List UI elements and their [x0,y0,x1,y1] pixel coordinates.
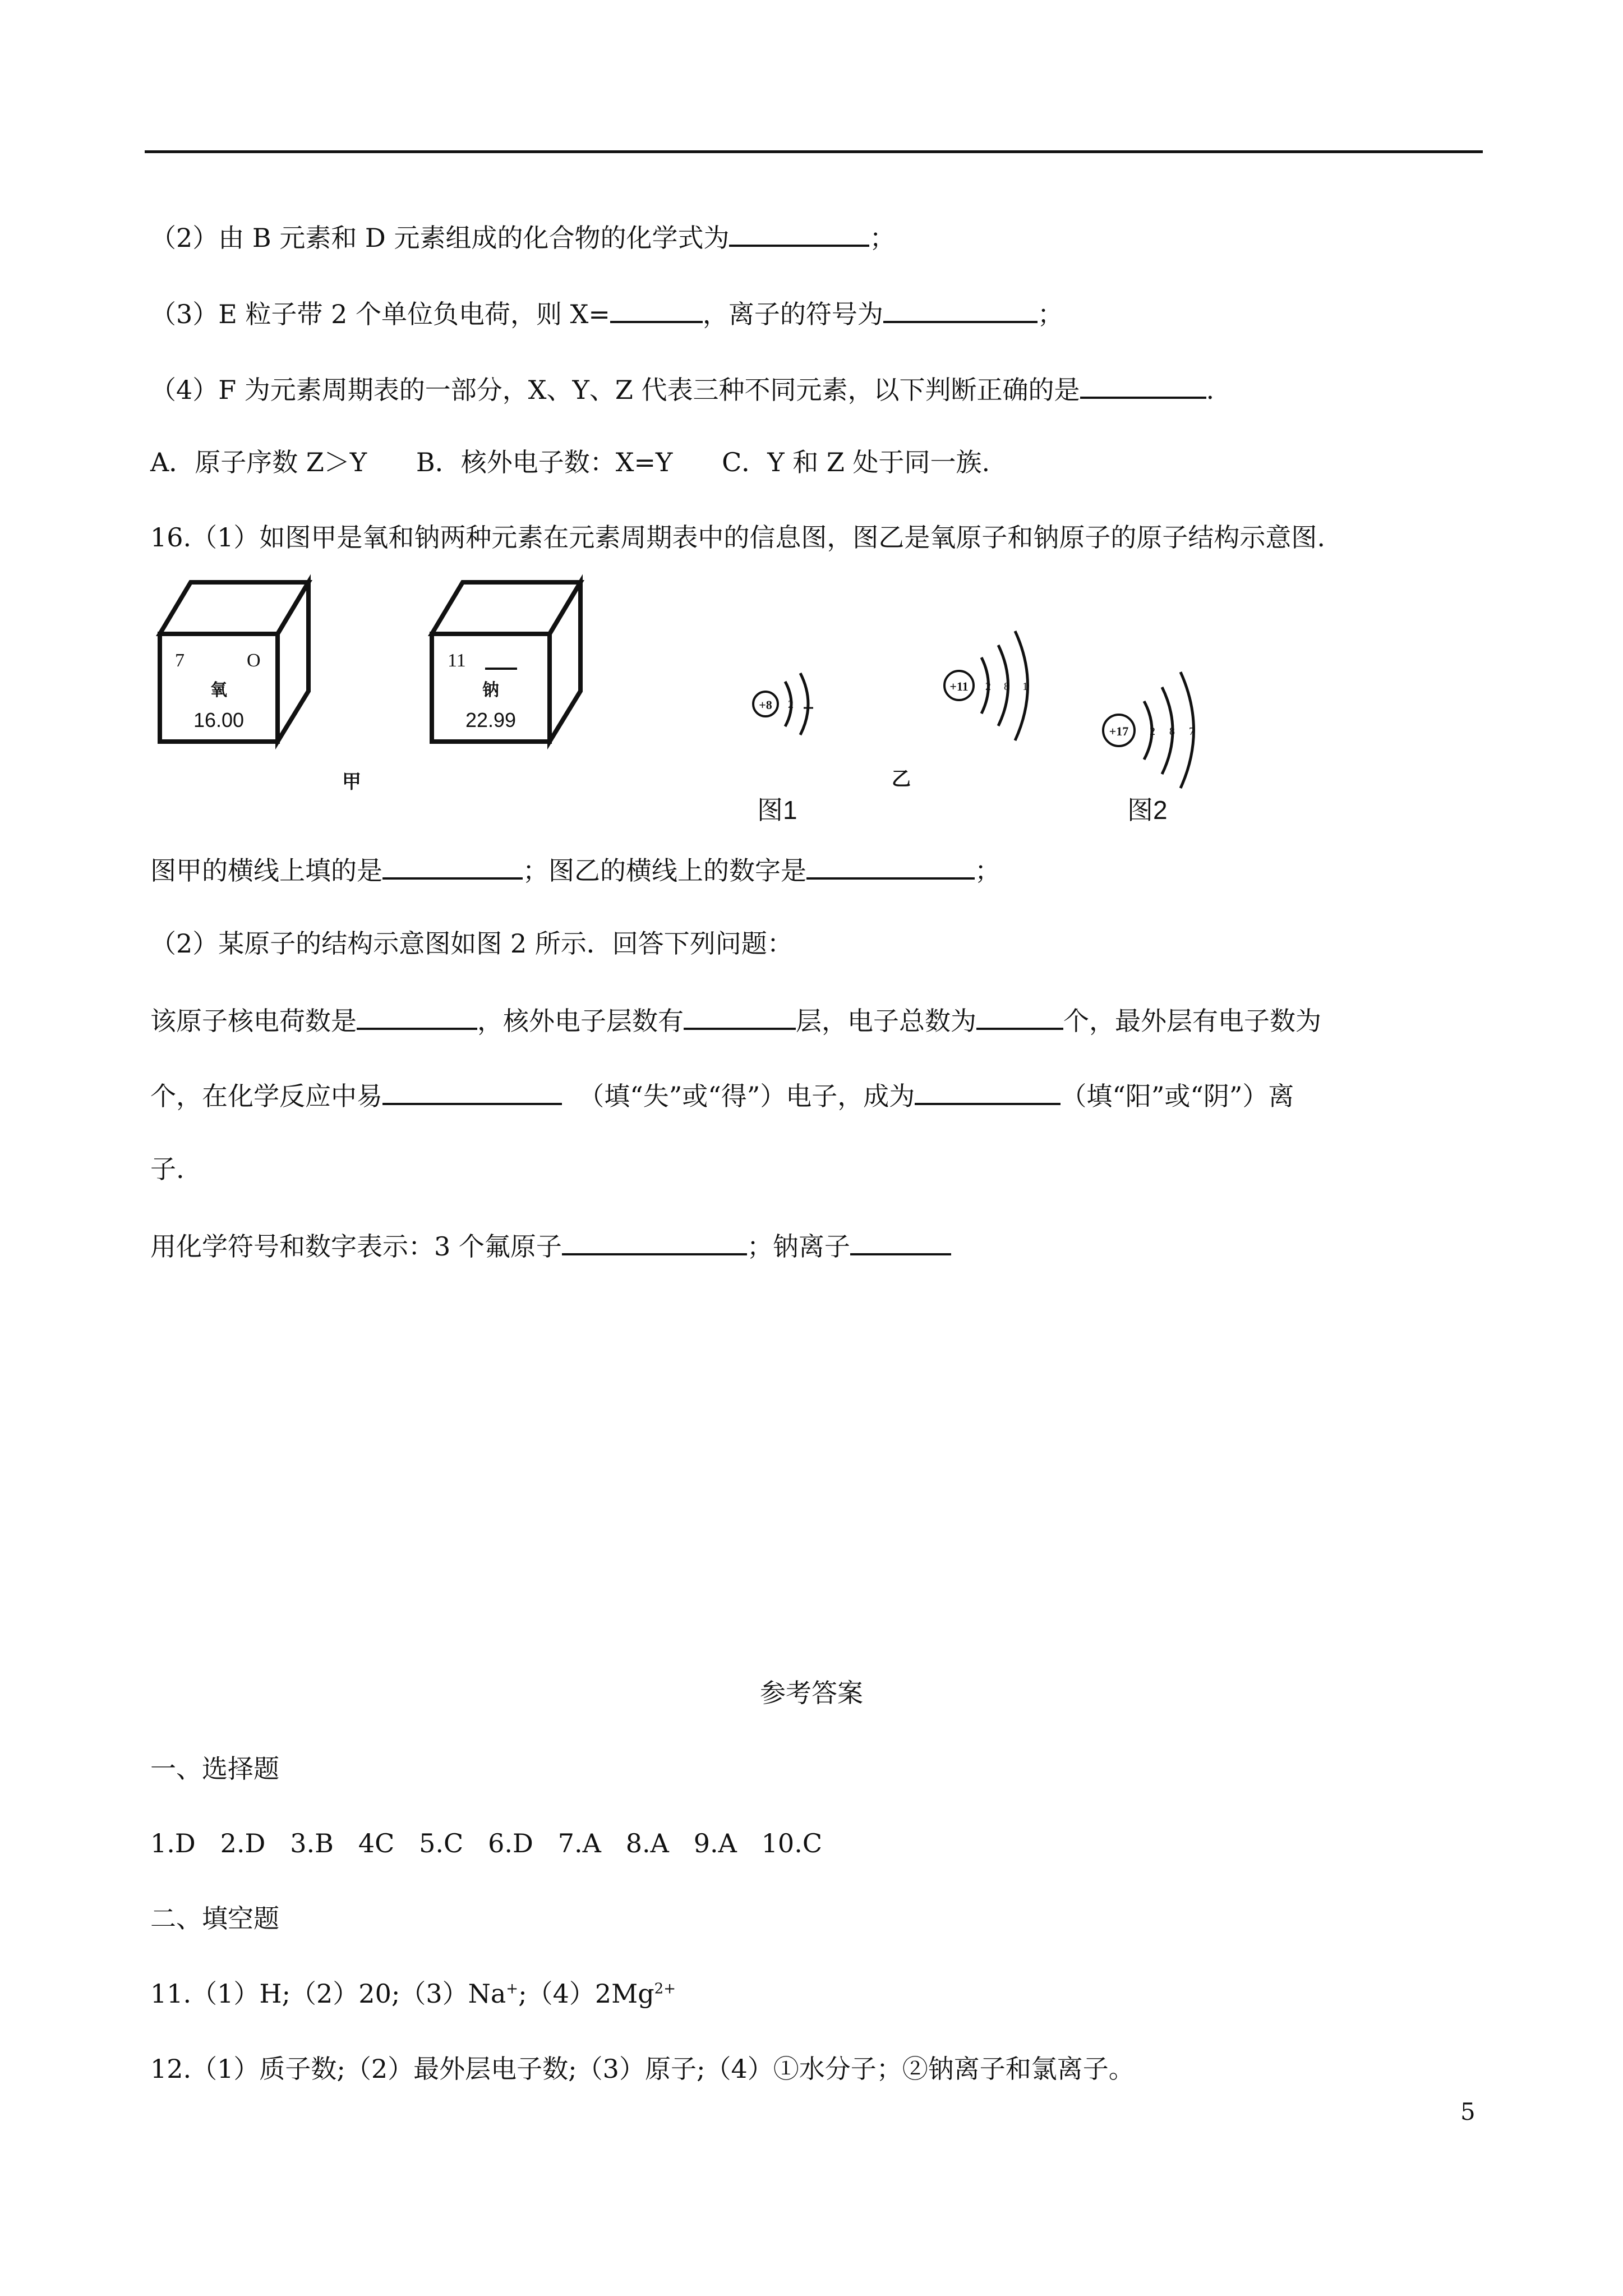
svg-text:+11: +11 [949,679,969,693]
q15-part2: （2）由 B 元素和 D 元素组成的化合物的化学式为 ； [150,220,895,254]
oxygen-name: 氧 [210,681,227,700]
answer-blank[interactable] [915,1078,1061,1105]
answer-blank[interactable] [1080,372,1206,399]
element-and-atom-figure [140,561,1234,830]
q15-options: A．原子序数 Z＞Y B．核外电子数：X=Y C．Y 和 Z 处于同一族. [150,447,990,477]
page-number: 5 [1460,2098,1476,2125]
svg-text:1: 1 [1022,680,1028,693]
label-fig1: 图1 [757,795,797,825]
q16-part2-line1: 该原子核电荷数是 ，核外电子层数有 层，电子总数为 个，最外层有电子数为 [150,1003,1321,1037]
answers-title: 参考答案 [760,1678,863,1708]
q16-part2-line3: 子. [150,1154,185,1184]
svg-text:7: 7 [1189,725,1195,738]
oxygen-mass: 16.00 [193,708,245,731]
svg-text:2: 2 [788,698,794,711]
answer-blank[interactable] [357,1003,477,1030]
svg-text:8: 8 [1169,725,1175,738]
answer-blank[interactable] [684,1003,796,1030]
sodium-mass: 22.99 [465,708,517,731]
svg-text:8: 8 [1004,680,1009,693]
label-yi: 乙 [892,769,911,790]
answer-blank[interactable] [562,1228,747,1255]
answer-blank[interactable] [883,296,1038,323]
q16-part2-line2: 个，在化学反应中易 （填“失”或“得”）电子，成为 （填“阳”或“阴”）离 [150,1078,1294,1112]
svg-text:2: 2 [1150,725,1155,738]
q16-fill-line: 图甲的横线上填的是 ；图乙的横线上的数字是 ； [150,853,1000,886]
answers-section-fill: 二、填空题 [150,1903,279,1934]
q16-symbols: 用化学符号和数字表示：3 个氟原子 ；钠离子 [150,1228,951,1262]
header-rule [145,150,1483,153]
svg-text:2: 2 [985,680,991,693]
answer-blank[interactable] [850,1228,951,1255]
answer-blank[interactable] [976,1003,1063,1030]
oxygen-atom-diagram [753,673,813,735]
answer-blank[interactable] [729,220,869,247]
answer-blank[interactable] [382,853,523,880]
answer-11: $11.(1)H;(2)20;(3)Na^+;(4)2Mg^{2+}$ [150,1978,676,2009]
sodium-number: 11 [448,650,466,671]
answers-section-choice: 一、选择题 [150,1754,279,1784]
q16-intro: 16.（1）如图甲是氧和钠两种元素在元素周期表中的信息图，图乙是氧原子和钠原子的原子结构示意图. [150,522,1326,553]
q15-part4: （4）F 为元素周期表的一部分，X、Y、Z 代表三种不同元素，以下判断正确的是 . [150,372,1214,406]
choice-answers: 1.D 2.D 3.B 4C 5.C 6.D 7.A 8.A 9.A 10.C [150,1828,823,1858]
q16-part2: （2）某原子的结构示意图如图 2 所示．回答下列问题： [150,928,793,959]
sodium-element-box [432,582,580,742]
svg-text:+8: +8 [759,698,772,712]
answer-blank[interactable] [610,296,703,323]
sodium-atom-diagram [944,631,1028,740]
answer-blank[interactable] [382,1078,562,1105]
q15-part3: （3）E 粒子带 2 个单位负电荷，则 X= ，离子的符号为 ； [150,296,1063,330]
chlorine-atom-diagram [1103,672,1195,788]
label-jia: 甲 [342,772,361,793]
answer-blank[interactable] [806,853,975,880]
oxygen-number: 7 [175,650,185,671]
answer-12: 12.（1）质子数;（2）最外层电子数;（3）原子;（4）①水分子；②钠离子和氯离子。 [150,2054,1135,2084]
oxygen-symbol: O [247,650,261,671]
sodium-name: 钠 [482,681,499,700]
label-fig2: 图2 [1127,795,1168,825]
svg-text:+17: +17 [1109,724,1129,738]
oxygen-element-box [160,582,308,742]
